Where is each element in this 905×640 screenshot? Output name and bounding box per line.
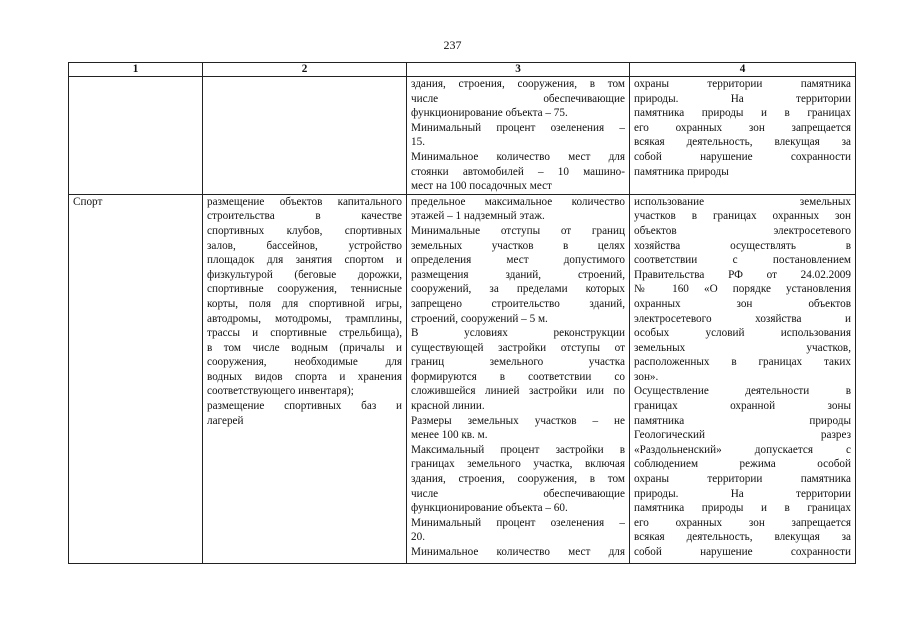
text-line: здания, строения, сооружения, в том [411, 78, 625, 90]
text-line: границах земельного участка, включая [411, 458, 625, 471]
table-row [69, 77, 856, 195]
text-line: соответствующего инвентаря); [207, 385, 354, 398]
text-line: спортивные сооружения, теннисные [207, 283, 402, 296]
text-line: земельных участков, [634, 341, 851, 354]
text-line: 20. [411, 531, 425, 544]
text-line: трассы и спортивные стрельбища), [207, 327, 402, 340]
text-line: функционирование объекта – 60. [411, 502, 568, 515]
text-line: природы. На территории [634, 487, 851, 500]
text-line: 15. [411, 136, 425, 149]
column-header-1: 1 [69, 63, 203, 77]
text-line: функционирование объекта – 75. [411, 107, 568, 120]
text-line: размещения зданий, строений, [411, 268, 625, 281]
text-line: числе обеспечивающие [411, 92, 625, 105]
text-line: строений, сооружений – 5 м. [411, 312, 548, 325]
text-line: Правительства РФ от 24.02.2009 [634, 268, 851, 281]
text-line: площадок для занятия спортом и [207, 254, 402, 267]
text-line: всякая деятельность, влекущая за [634, 136, 851, 149]
regulations-table [68, 62, 856, 564]
text-line: № 160 «О порядке установления [634, 283, 851, 296]
text-line: автодромы, мотодромы, трамплины, [207, 312, 402, 325]
cell-parameters [407, 194, 630, 563]
text-line: физкультурой (беговые дорожки, [207, 268, 402, 281]
text-line: памятника природы [634, 165, 729, 178]
text-line: «Раздольненский» допускается с [634, 443, 851, 456]
text-line: Осуществление деятельности в [634, 385, 851, 398]
text-line: расположенных в границах таких [634, 356, 851, 369]
text-line: формируются в соответствии со [411, 370, 625, 383]
cell-row1-col1 [69, 77, 203, 195]
text-line: использование земельных [634, 195, 851, 208]
cell-restrictions [630, 194, 856, 563]
text-line: охраны территории памятника [634, 473, 851, 486]
text-line: в том числе водным (причалы и [207, 341, 402, 354]
text-line: земельных участков в целях [411, 239, 625, 252]
text-line: спортивных клубов, спортивных [207, 224, 402, 237]
text-line: сооружения, необходимые для [207, 356, 402, 369]
text-line: водных видов спорта и хранения [207, 370, 402, 383]
text-line: памятника природы и в границах [634, 107, 851, 120]
text-line: зон». [634, 370, 659, 383]
column-header-3: 3 [407, 63, 630, 77]
cell-use-description [203, 194, 407, 563]
text-line: памятника природы [634, 414, 851, 427]
text-line: природы. На территории [634, 92, 851, 105]
text-line: всякая деятельность, влекущая за [634, 531, 851, 544]
text-line: сложившейся линией застройки или по [411, 385, 625, 398]
cell-use-type [69, 194, 203, 563]
text-line: В условиях реконструкции [411, 327, 625, 340]
text-line: Минимальное количество мест для [411, 546, 625, 558]
text-line: предельное максимальное количество [411, 195, 625, 208]
text-line: размещение объектов капитального [207, 195, 402, 208]
column-header-4: 4 [630, 63, 856, 77]
text-line: корты, поля для спортивной игры, [207, 297, 402, 310]
text-line: границах охранной зоны [634, 400, 851, 413]
text-line: хозяйства осуществлять в [634, 239, 851, 252]
text-line: запрещено строительство зданий, [411, 297, 625, 310]
text-line: Максимальный процент застройки в [411, 443, 625, 456]
text-line: числе обеспечивающие [411, 487, 625, 500]
text-line: красной линии. [411, 400, 485, 413]
text-line: размещение спортивных баз и [207, 400, 402, 413]
cell-row1-col3 [407, 77, 630, 195]
text-line: Геологический разрез [634, 429, 851, 442]
text-line: его охранных зон запрещается [634, 121, 851, 134]
text-line: охранных зон объектов [634, 297, 851, 310]
text-line: стоянки автомобилей – 10 машино- [411, 165, 625, 178]
text-line: Минимальный процент озеленения – [411, 121, 625, 134]
text-line: определения мест допустимого [411, 254, 625, 267]
text-line: сооружений, за пределами которых [411, 283, 625, 296]
text-line: соответствии с постановлением [634, 254, 851, 267]
text-line: собой нарушение сохранности [634, 546, 851, 558]
page-number: 237 [443, 38, 462, 52]
header-row [69, 63, 856, 77]
cell-row1-col2 [203, 77, 407, 195]
text-line: границ земельного участка [411, 356, 625, 369]
text-line: менее 100 кв. м. [411, 429, 488, 442]
cell-row1-col4 [630, 77, 856, 195]
text-line: соблюдением режима особой [634, 458, 851, 471]
text-line: особых условий использования [634, 327, 851, 340]
text-line: Минимальные отступы от границ [411, 224, 625, 237]
text-line: охраны территории памятника [634, 78, 851, 90]
use-type-label: Спорт [73, 195, 103, 208]
text-line: Минимальный процент озеленения – [411, 516, 625, 529]
text-line: Минимальное количество мест для [411, 150, 625, 163]
text-line: памятника природы и в границах [634, 502, 851, 515]
text-line: участков в границах охранных зон [634, 210, 851, 223]
column-header-2: 2 [203, 63, 407, 77]
text-line: Размеры земельных участков – не [411, 414, 625, 427]
text-line: электросетевого хозяйства и [634, 312, 851, 325]
table-row [69, 194, 856, 563]
text-line: здания, строения, сооружения, в том [411, 473, 625, 486]
text-line: этажей – 1 надземный этаж. [411, 210, 545, 223]
text-line: собой нарушение сохранности [634, 150, 851, 163]
text-line: мест на 100 посадочных мест [411, 180, 552, 193]
text-line: строительства в качестве [207, 210, 402, 223]
text-line: лагерей [207, 414, 244, 427]
text-line: существующей застройки отступы от [411, 341, 625, 354]
text-line: залов, бассейнов, устройство [207, 239, 402, 252]
text-line: объектов электросетевого [634, 224, 851, 237]
text-line: его охранных зон запрещается [634, 516, 851, 529]
